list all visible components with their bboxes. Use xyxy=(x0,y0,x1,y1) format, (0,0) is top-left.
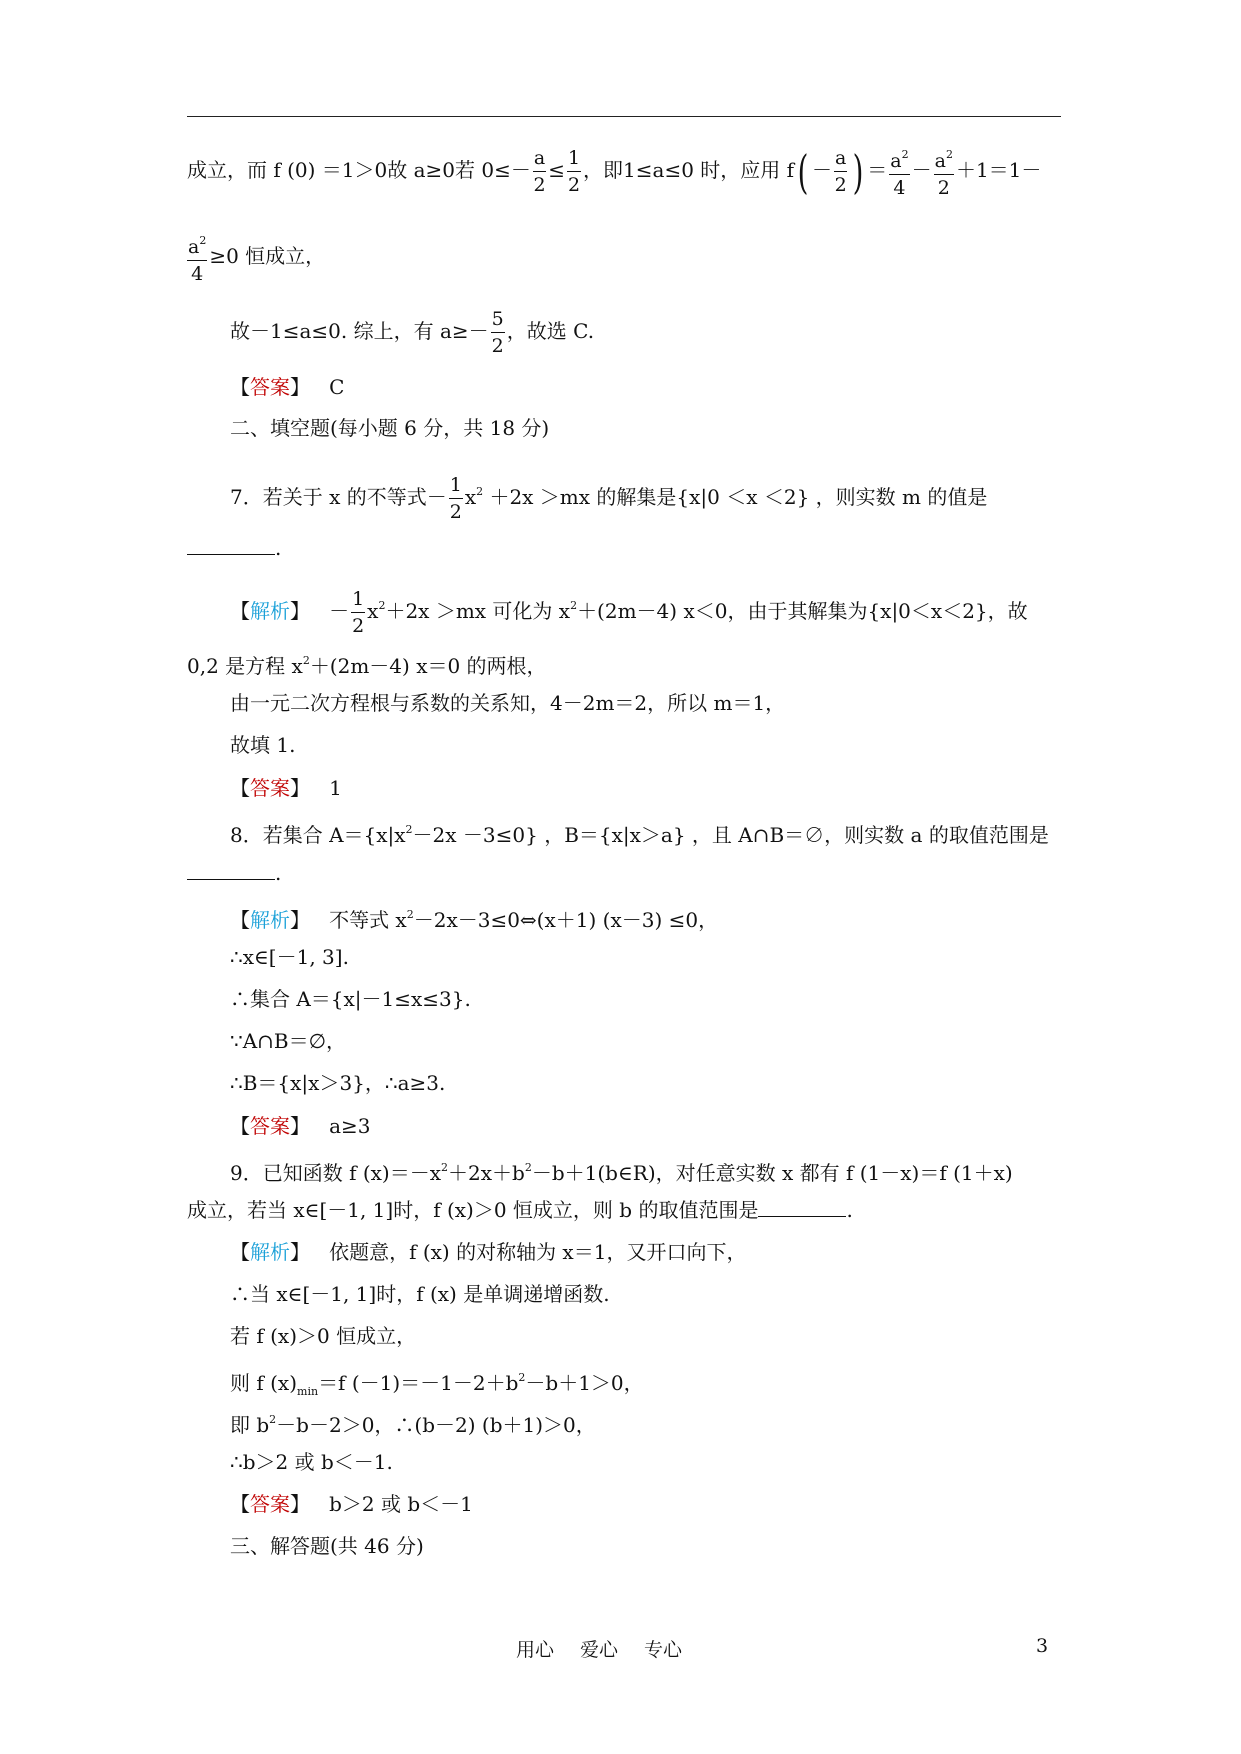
fraction: $\frac{a}{2}$ xyxy=(834,147,847,196)
answer-label: 答案 xyxy=(250,375,290,399)
answer-line: 【答案】 C xyxy=(230,375,345,399)
paragraph-line: 故－1≤a≤0. 综上，有 a≥－ $\frac{5}{2}$ ，故选 C. xyxy=(230,308,595,357)
paragraph-line: 即 $b^2-b-2>0$，∴(b－2) (b＋1)＞0， xyxy=(230,1413,596,1437)
analysis-label: 解析 xyxy=(250,599,290,623)
analysis-label: 解析 xyxy=(250,908,290,932)
paragraph-line: ∴当 x∈[－1, 1]时，f (x) 是单调递增函数. xyxy=(230,1282,610,1306)
answer-label: 答案 xyxy=(250,776,290,800)
paragraph-line: 成立，若当 x∈[－1, 1]时，f (x)＞0 恒成立，则 b 的取值范围是 . xyxy=(187,1198,853,1222)
analysis-line: 【解析】 不等式 $x^2-2x-3\le 0\Leftrightarrow(x+1)$ (x－3) ≤0， xyxy=(230,908,719,932)
paragraph-line: ∴B＝{x|x＞3}，∴a≥3. xyxy=(230,1071,446,1095)
paragraph-line: 故填 1. xyxy=(230,733,296,757)
fraction: $\frac{1}{2}$ xyxy=(567,147,581,196)
answer-line: 【答案】 a≥3 xyxy=(230,1114,371,1138)
paragraph-line: 则 f $(x)_{min}=f$ $(-1)=-1-2+b^2-b+1>0$， xyxy=(230,1371,644,1398)
section-heading: 二、填空题(每小题 6 分，共 18 分) xyxy=(230,416,550,440)
fraction: $\frac{a^2}{4}$ xyxy=(187,228,207,287)
analysis-line: 【解析】 － $\frac{1}{2}$ $x^2+2x >mx$ 可化为 $x^2+(2m-4)$ x＜0，由于其解集为{x|0＜x＜2}，故 xyxy=(230,588,1028,637)
paragraph-line: 若 f (x)＞0 恒成立， xyxy=(230,1324,417,1348)
paragraph-line: 成立，而 f (0) ＝1＞0故 a≥0若 0≤－ $\frac{a}{2}$ ≤ $\frac{1}{2}$ ，即1≤a≤0 时，应用 f( － $\frac{a}{2}$ ) ＝ $\frac{a^2}{4}$ － $\frac{a^2}{2}$ ＋1＝1－ xyxy=(187,142,1041,201)
answer-blank[interactable] xyxy=(758,1198,846,1217)
header-rule xyxy=(187,116,1061,117)
fraction: $\frac{1}{2}$ xyxy=(352,588,365,637)
fraction: $\frac{a^2}{4}$ xyxy=(889,142,909,201)
question-9: 9．已知函数 f $(x)=-x^2+2x+b^2-b+1(b\in R)$，对任意实数 x 都有 f (1－x)＝f (1＋x) xyxy=(230,1161,1013,1185)
page-footer: 用心 爱心 专心 xyxy=(516,1639,683,1661)
answer-label: 答案 xyxy=(250,1114,290,1138)
analysis-label: 解析 xyxy=(250,1240,290,1264)
fraction: $\frac{a}{2}$ xyxy=(533,147,546,196)
paragraph-line: 0,2 是方程 $x^2+(2m-4)$ x＝0 的两根， xyxy=(187,654,547,678)
question-8: 8．若集合 $A=\{x|x^2-2x -3\le 0\}$ ，B＝{x|x＞a} ，且 A∩B＝∅，则实数 a 的取值范围是 xyxy=(230,823,1049,847)
answer-blank-line: . xyxy=(187,860,281,886)
fraction: $\frac{1}{2}$ xyxy=(449,474,462,523)
answer-line: 【答案】 b＞2 或 b＜－1 xyxy=(230,1492,473,1516)
paragraph-line: 由一元二次方程根与系数的关系知，4－2m＝2，所以 m＝1， xyxy=(230,691,786,715)
answer-line: 【答案】 1 xyxy=(230,776,342,800)
fraction: $\frac{a^2}{2}$ xyxy=(934,142,954,201)
fraction: $\frac{5}{2}$ xyxy=(491,308,504,357)
answer-blank[interactable] xyxy=(187,861,275,880)
paragraph-line: ∵A∩B＝∅， xyxy=(230,1029,347,1053)
section-heading: 三、解答题(共 46 分) xyxy=(230,1534,424,1558)
question-7: 7．若关于 x 的不等式－ $\frac{1}{2}$ $x^2 +2x >mx$ 的解集是{x|0 ＜x ＜2} ，则实数 m 的值是 xyxy=(230,474,988,523)
analysis-line: 【解析】 依题意，f (x) 的对称轴为 x＝1，又开口向下， xyxy=(230,1240,747,1264)
page-number: 3 xyxy=(1036,1635,1049,1657)
paragraph-line: ∴集合 A＝{x|－1≤x≤3}. xyxy=(230,987,471,1011)
answer-blank-line: . xyxy=(187,535,281,561)
paragraph-line: ∴x∈[－1, 3]. xyxy=(230,945,349,969)
answer-label: 答案 xyxy=(250,1492,290,1516)
answer-blank[interactable] xyxy=(187,536,275,555)
paragraph-line: $\frac{a^2}{4}$ ≥0 恒成立， xyxy=(187,228,325,287)
paragraph-line: ∴b＞2 或 b＜－1. xyxy=(230,1450,393,1474)
